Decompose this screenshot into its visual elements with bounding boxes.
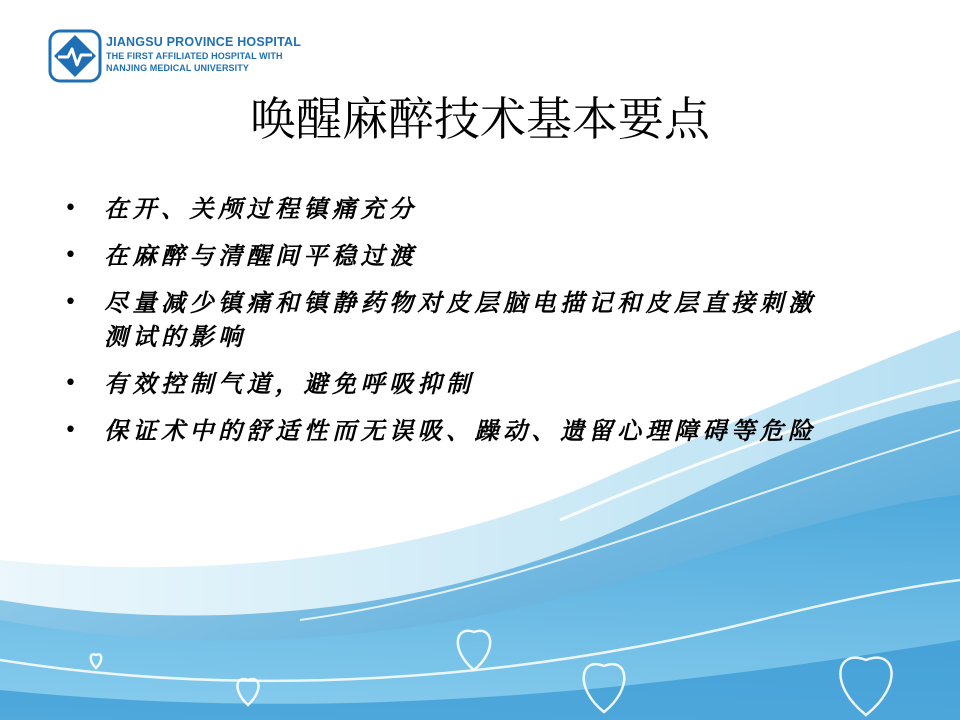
bullet-item: [64, 414, 834, 448]
bullet-text: 在麻醉与清醒间平稳过渡: [104, 242, 418, 270]
bullet-item: [64, 286, 834, 354]
bullet-icon: •: [64, 290, 77, 315]
logo-line-1: JIANGSU PROVINCE HOSPITAL: [106, 35, 302, 49]
bullet-icon: •: [64, 418, 77, 443]
bullet-icon: •: [64, 243, 77, 268]
bullet-text: 保证术中的舒适性而无误吸、躁动、遗留心理障碍等危险: [104, 417, 817, 445]
bullet-item: [64, 367, 834, 401]
bullet-text: 尽量减少镇痛和镇静药物对皮层脑电描记和皮层直接刺激测试的影响: [104, 289, 817, 351]
bullet-text: 有效控制气道，避免呼吸抑制: [104, 370, 475, 398]
bullet-icon: •: [64, 371, 77, 396]
hospital-logo: [48, 29, 302, 85]
bullet-text: 在开、关颅过程镇痛充分: [104, 195, 418, 223]
slide-title: 唤醒麻醉技术基本要点: [250, 92, 710, 146]
bullet-item: [64, 239, 834, 273]
hospital-emblem-icon: [48, 29, 102, 83]
bullet-item: [64, 192, 834, 226]
bullet-icon: •: [64, 196, 77, 221]
bullet-list: [64, 192, 834, 461]
logo-line-3: NANJING MEDICAL UNIVERSITY: [106, 63, 249, 73]
logo-text: [106, 35, 301, 74]
logo-line-2: THE FIRST AFFILIATED HOSPITAL WITH: [106, 51, 283, 61]
